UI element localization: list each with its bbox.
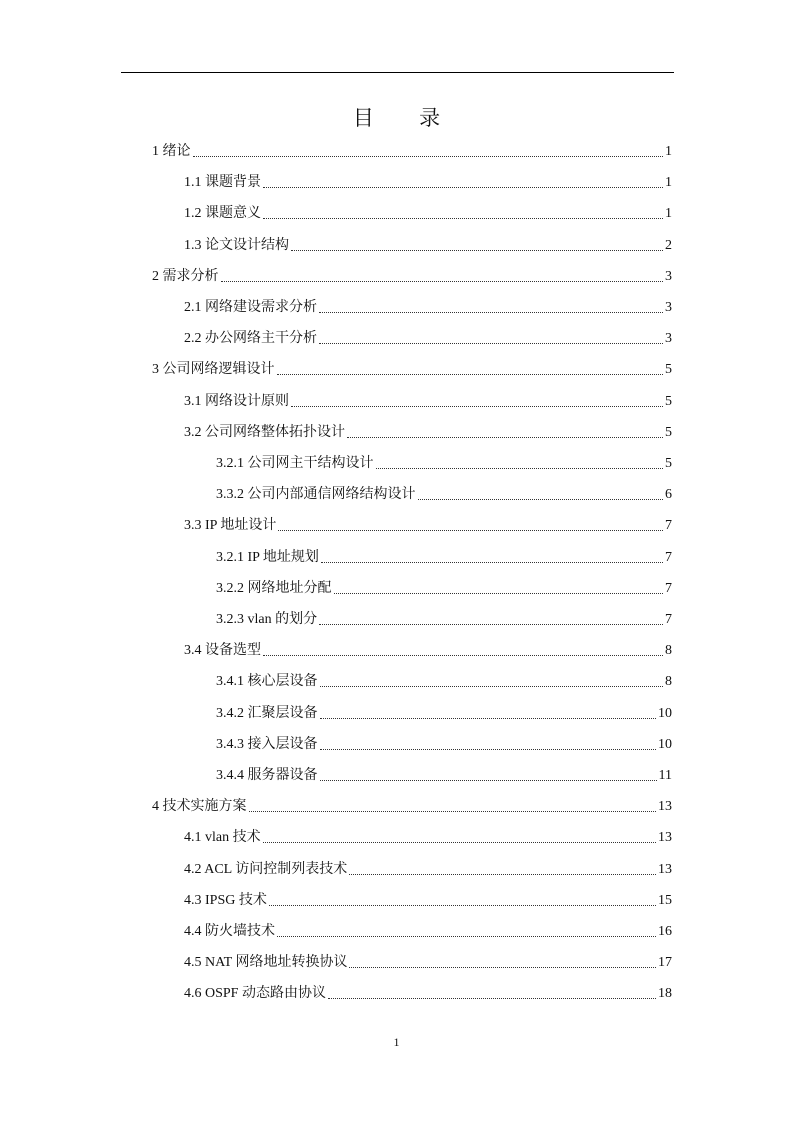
toc-entry[interactable]: [184, 171, 672, 195]
toc-dot-leader: [334, 593, 664, 594]
toc-entry-page: 5: [665, 394, 672, 409]
toc-entry-label: 4.1 vlan 技术: [184, 830, 261, 845]
toc-entry-page: 8: [665, 643, 672, 658]
toc-dot-leader: [328, 998, 656, 999]
toc-entry[interactable]: [184, 826, 672, 850]
toc-entry-page: 13: [658, 862, 672, 877]
toc-entry-label: 2.2 办公网络主干分析: [184, 331, 317, 346]
toc-entry[interactable]: [216, 764, 672, 788]
toc-entry-page: 5: [665, 456, 672, 471]
toc-entry-page: 18: [658, 986, 672, 1001]
toc-entry-label: 4.4 防火墙技术: [184, 924, 275, 939]
toc-entry-label: 1.2 课题意义: [184, 206, 261, 221]
toc-entry[interactable]: [216, 608, 672, 632]
toc-entry-label: 4.6 OSPF 动态路由协议: [184, 986, 326, 1001]
toc-entry-page: 11: [658, 768, 672, 783]
toc-entry[interactable]: [184, 327, 672, 351]
toc-entry-label: 4.5 NAT 网络地址转换协议: [184, 955, 348, 970]
toc-entry[interactable]: [184, 639, 672, 663]
toc-entry-label: 1.3 论文设计结构: [184, 238, 289, 253]
toc-dot-leader: [320, 749, 657, 750]
toc-entry[interactable]: [184, 858, 672, 882]
toc-dot-leader: [269, 905, 656, 906]
toc-entry[interactable]: [216, 733, 672, 757]
toc-dot-leader: [263, 187, 663, 188]
toc-entry-page: 5: [665, 362, 672, 377]
toc-entry[interactable]: [184, 920, 672, 944]
toc-entry[interactable]: [184, 514, 672, 538]
toc-dot-leader: [291, 250, 663, 251]
toc-entry[interactable]: [216, 452, 672, 476]
toc-entry[interactable]: [184, 889, 672, 913]
toc-entry-label: 3.2 公司网络整体拓扑设计: [184, 425, 345, 440]
toc-title: 目 录: [352, 106, 461, 130]
toc-entry-page: 3: [665, 300, 672, 315]
toc-entry[interactable]: [216, 702, 672, 726]
toc-dot-leader: [320, 686, 664, 687]
toc-entry[interactable]: [184, 234, 672, 258]
toc-entry-page: 1: [665, 144, 672, 159]
toc-dot-leader: [221, 281, 664, 282]
toc-entry-label: 3.2.1 IP 地址规划: [216, 550, 319, 565]
toc-dot-leader: [319, 624, 663, 625]
toc-dot-leader: [321, 562, 663, 563]
toc-entry[interactable]: [152, 358, 672, 382]
toc-dot-leader: [376, 468, 664, 469]
toc-dot-leader: [319, 343, 663, 344]
toc-entry-label: 3.1 网络设计原则: [184, 394, 289, 409]
toc-entry-page: 8: [665, 674, 672, 689]
toc-entry-page: 7: [665, 518, 672, 533]
toc-entry-label: 1 绪论: [152, 144, 191, 159]
toc-entry[interactable]: [152, 265, 672, 289]
toc-dot-leader: [418, 499, 664, 500]
toc-entry-page: 7: [665, 581, 672, 596]
toc-dot-leader: [320, 780, 657, 781]
toc-entry[interactable]: [216, 546, 672, 570]
toc-entry-page: 1: [665, 175, 672, 190]
toc-entry-page: 16: [658, 924, 672, 939]
toc-entry[interactable]: [216, 577, 672, 601]
toc-entry-label: 3 公司网络逻辑设计: [152, 362, 275, 377]
toc-entry-page: 2: [665, 238, 672, 253]
toc-dot-leader: [319, 312, 663, 313]
toc-entry-label: 3.2.1 公司网主干结构设计: [216, 456, 374, 471]
toc-entry-page: 13: [658, 830, 672, 845]
toc-entry-label: 4 技术实施方案: [152, 799, 247, 814]
toc-entry[interactable]: [184, 202, 672, 226]
toc-dot-leader: [263, 655, 663, 656]
toc-entry[interactable]: [184, 982, 672, 1006]
toc-entry-page: 10: [658, 706, 672, 721]
toc-entry-label: 3.3 IP 地址设计: [184, 518, 277, 533]
toc-entry-page: 7: [665, 550, 672, 565]
toc-entry[interactable]: [152, 795, 672, 819]
toc-dot-leader: [249, 811, 657, 812]
toc-entry[interactable]: [184, 951, 672, 975]
toc-entry[interactable]: [216, 670, 672, 694]
toc-entry[interactable]: [184, 390, 672, 414]
toc-entry[interactable]: [184, 421, 672, 445]
toc-entry-page: 3: [665, 269, 672, 284]
toc-dot-leader: [277, 374, 664, 375]
toc-entry-label: 4.2 ACL 访问控制列表技术: [184, 862, 348, 877]
toc-entry-label: 3.2.2 网络地址分配: [216, 581, 332, 596]
toc-entry-page: 7: [665, 612, 672, 627]
toc-entry-page: 15: [658, 893, 672, 908]
toc-entry-page: 17: [658, 955, 672, 970]
toc-entry-page: 1: [665, 206, 672, 221]
toc-entry[interactable]: [216, 483, 672, 507]
toc-dot-leader: [349, 967, 656, 968]
toc-entry[interactable]: [152, 140, 672, 164]
toc-dot-leader: [320, 718, 657, 719]
toc-entry-label: 3.3.2 公司内部通信网络结构设计: [216, 487, 416, 502]
toc-entry-label: 3.2.3 vlan 的划分: [216, 612, 318, 627]
toc-entry-page: 3: [665, 331, 672, 346]
toc-entry-page: 5: [665, 425, 672, 440]
toc-entry-label: 2.1 网络建设需求分析: [184, 300, 317, 315]
toc-entry-page: 6: [665, 487, 672, 502]
toc-dot-leader: [347, 437, 663, 438]
toc-dot-leader: [277, 936, 656, 937]
toc-entry-label: 3.4.2 汇聚层设备: [216, 706, 318, 721]
header-rule: [121, 72, 674, 73]
toc-dot-leader: [291, 406, 663, 407]
toc-dot-leader: [349, 874, 656, 875]
toc-entry-label: 3.4 设备选型: [184, 643, 261, 658]
toc-entry-page: 13: [658, 799, 672, 814]
toc-dot-leader: [263, 218, 663, 219]
toc-entry-label: 3.4.4 服务器设备: [216, 768, 318, 783]
toc-entry-label: 3.4.3 接入层设备: [216, 737, 318, 752]
toc-dot-leader: [193, 156, 664, 157]
toc-dot-leader: [278, 530, 663, 531]
toc-entry-label: 1.1 课题背景: [184, 175, 261, 190]
toc-entry-page: 10: [658, 737, 672, 752]
toc-entry[interactable]: [184, 296, 672, 320]
toc-dot-leader: [263, 842, 656, 843]
toc-entry-label: 2 需求分析: [152, 269, 219, 284]
footer-page-number: 1: [393, 1035, 400, 1049]
toc-entry-label: 3.4.1 核心层设备: [216, 674, 318, 689]
toc-entry-label: 4.3 IPSG 技术: [184, 893, 267, 908]
